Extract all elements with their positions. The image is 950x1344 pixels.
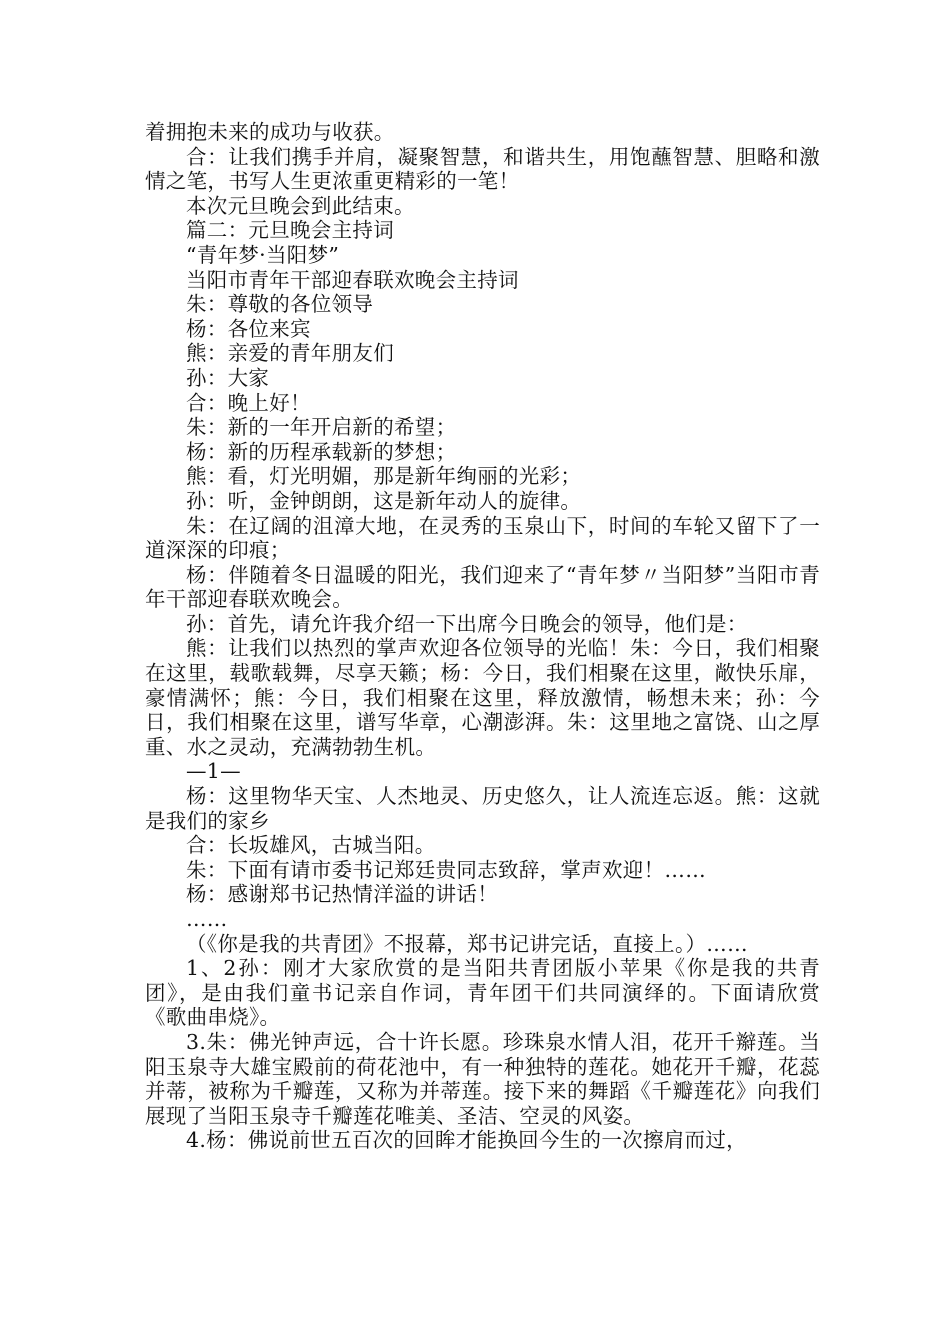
- paragraph: 合：让我们携手并肩，凝聚智慧，和谐共生，用饱蘸智慧、胆略和激情之笔，书写人生更浓重更精彩的一笔！: [145, 144, 820, 194]
- paragraph: 1、2孙：刚才大家欣赏的是当阳共青团版小苹果《你是我的共青团》，是由我们童书记亲自作词，青年团干们共同演绎的。下面请欣赏《歌曲串烧》。: [145, 956, 820, 1030]
- paragraph: 朱：在辽阔的沮漳大地，在灵秀的玉泉山下，时间的车轮又留下了一道深深的印痕；: [145, 513, 820, 563]
- paragraph: “青年梦·当阳梦”: [186, 242, 340, 267]
- paragraph: 合：长坂雄风，古城当阳。: [186, 833, 436, 858]
- paragraph: 熊：让我们以热烈的掌声欢迎各位领导的光临！朱：今日，我们相聚在这里，载歌载舞，尽享天籁；杨：今日，我们相聚在这里，敞快乐扉，豪情满怀；熊：今日，我们相聚在这里，释放激情，畅想未来；孙：今日，我们相聚在这里，谱写华章，心潮澎湃。朱：这里地之富饶、山之厚重、水之灵动，充满勃勃生机。: [145, 636, 820, 759]
- paragraph: 4.杨：佛说前世五百次的回眸才能换回今生的一次擦肩而过，: [186, 1128, 747, 1153]
- paragraph: 合：晚上好！: [186, 390, 311, 415]
- paragraph: 杨：新的历程承载新的梦想；: [186, 439, 457, 464]
- document-body: [145, 120, 820, 1153]
- paragraph: 杨：感谢郑书记热情洋溢的讲话！: [186, 882, 498, 907]
- paragraph: 杨：这里物华天宝、人杰地灵、历史悠久，让人流连忘返。熊：这就是我们的家乡: [145, 784, 820, 833]
- paragraph: 当阳市青年干部迎春联欢晚会主持词: [186, 267, 519, 292]
- paragraph: 着拥抱未来的成功与收获。: [145, 120, 395, 144]
- paragraph: （《你是我的共青团》不报幕，郑书记讲完话，直接上。）……: [186, 931, 748, 956]
- paragraph: —1—: [186, 759, 241, 784]
- paragraph: 孙：首先，请允许我介绍一下出席今日晚会的领导，他们是：: [186, 611, 748, 636]
- paragraph: 杨：伴随着冬日温暖的阳光，我们迎来了“青年梦〃当阳梦”当阳市青年干部迎春联欢晚会。: [145, 562, 820, 612]
- paragraph: 篇二：元旦晚会主持词: [186, 218, 394, 243]
- paragraph: 孙：大家: [186, 365, 270, 390]
- paragraph: 熊：看，灯光明媚，那是新年绚丽的光彩；: [186, 464, 582, 489]
- paragraph: 孙：听，金钟朗朗，这是新年动人的旋律。: [186, 488, 582, 513]
- paragraph: 熊：亲爱的青年朋友们: [186, 341, 394, 366]
- paragraph: ……: [186, 907, 228, 931]
- paragraph: 朱：尊敬的各位领导: [186, 292, 374, 317]
- paragraph: 朱：新的一年开启新的希望；: [186, 415, 457, 440]
- paragraph: 3.朱：佛光钟声远，合十许长愿。珍珠泉水情人泪，花开千辮莲。当阳玉泉寺大雄宝殿前的荷花池中，有一种独特的莲花。她花开千瓣，花蕊并蒂，被称为千瓣莲，又称为并蒂莲。接下来的舞蹈《千瓣莲花》向我们展现了当阳玉泉寺千瓣莲花唯美、圣洁、空灵的风姿。: [145, 1029, 820, 1128]
- paragraph: 杨：各位来宾: [186, 316, 311, 341]
- paragraph: 本次元旦晚会到此结束。: [186, 193, 415, 218]
- paragraph: 朱：下面有请市委书记郑廷贵同志致辞，掌声欢迎！……: [186, 857, 706, 882]
